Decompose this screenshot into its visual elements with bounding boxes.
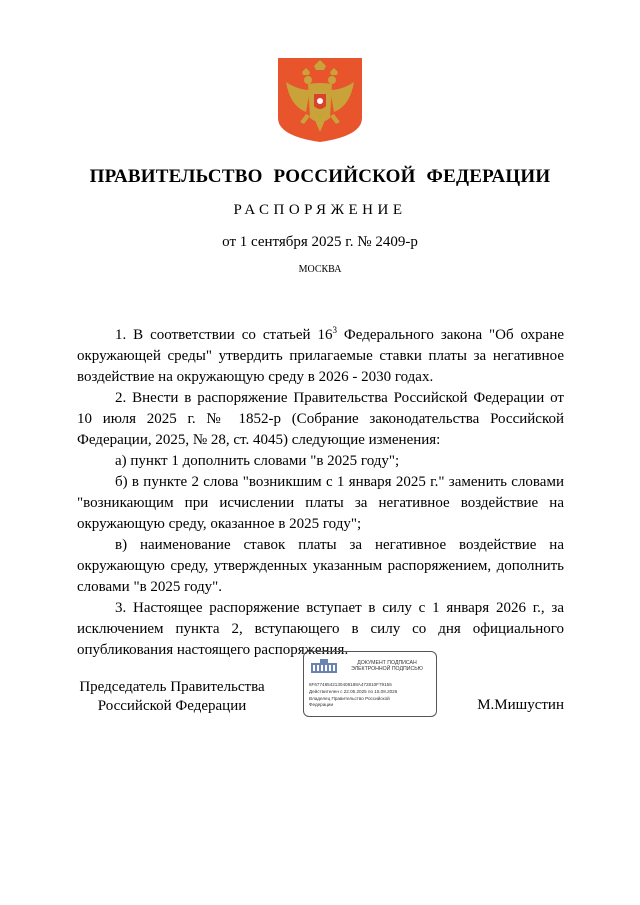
- paragraph-3: 3. Настоящее распоряжение вступает в силу с 1 января 2026 г., за исключением пункта 2, вступающего в силу со дня официального опубликования настоящего распоряжения.: [77, 600, 564, 658]
- paragraph-2c: в) наименование ставок платы за негативное воздействие на окружающую среду, утвержденных указанным распоряжением, дополнить словами "в 2025 году".: [77, 537, 564, 595]
- signatory-name: М.Мишустин: [477, 697, 564, 713]
- position-line-2: Российской Федерации: [97, 698, 247, 714]
- document-type: РАСПОРЯЖЕНИЕ: [233, 202, 407, 218]
- government-building-icon: [310, 658, 338, 674]
- coat-of-arms-emblem: [276, 56, 364, 144]
- government-title: ПРАВИТЕЛЬСТВО РОССИЙСКОЙ ФЕДЕРАЦИИ: [89, 166, 551, 187]
- stamp-certificate: 6F67748542130408188A472810F79155: [309, 682, 392, 687]
- stamp-heading: ДОКУМЕНТ ПОДПИСАН ЭЛЕКТРОННОЙ ПОДПИСЬЮ: [351, 660, 423, 673]
- position-line-1: Председатель Правительства: [79, 679, 265, 695]
- document-date-number: от 1 сентября 2025 г. № 2409-р: [222, 234, 418, 250]
- stamp-owner-line-2: Федерации: [309, 702, 334, 707]
- paragraph-2a: а) пункт 1 дополнить словами "в 2025 году";: [115, 453, 400, 469]
- stamp-owner-line-1: Владелец Правительство Российской: [309, 696, 390, 701]
- stamp-validity: Действителен с 22.05.2025 по 15.08.2026: [309, 689, 398, 694]
- paragraph-2: 2. Внести в распоряжение Правительства Российской Федерации от 10 июля 2025 г. № 1852-р (Собрание законодательства Российской Федерации, 2025, № 28, ст. 4045) следующие изменения:: [77, 390, 564, 448]
- paragraph-2b: б) в пункте 2 слова "возникшим с 1 января 2025 г." заменить словами "возникающим при исчислении платы за негативное воздействие на окружающую среду, оказанное в 2025 году";: [77, 474, 564, 532]
- document-city: МОСКВА: [298, 264, 342, 275]
- document-body: [77, 325, 564, 661]
- electronic-signature-stamp: [303, 651, 437, 717]
- signatory-position: [77, 678, 267, 716]
- paragraph-1: 1. В соответствии со статьей $16^3$ Федерального закона "Об охране окружающей среды" утвердить прилагаемые ставки платы за негативное воздействие на окружающую среду в 2026 - 2030 годах.: [77, 325, 565, 385]
